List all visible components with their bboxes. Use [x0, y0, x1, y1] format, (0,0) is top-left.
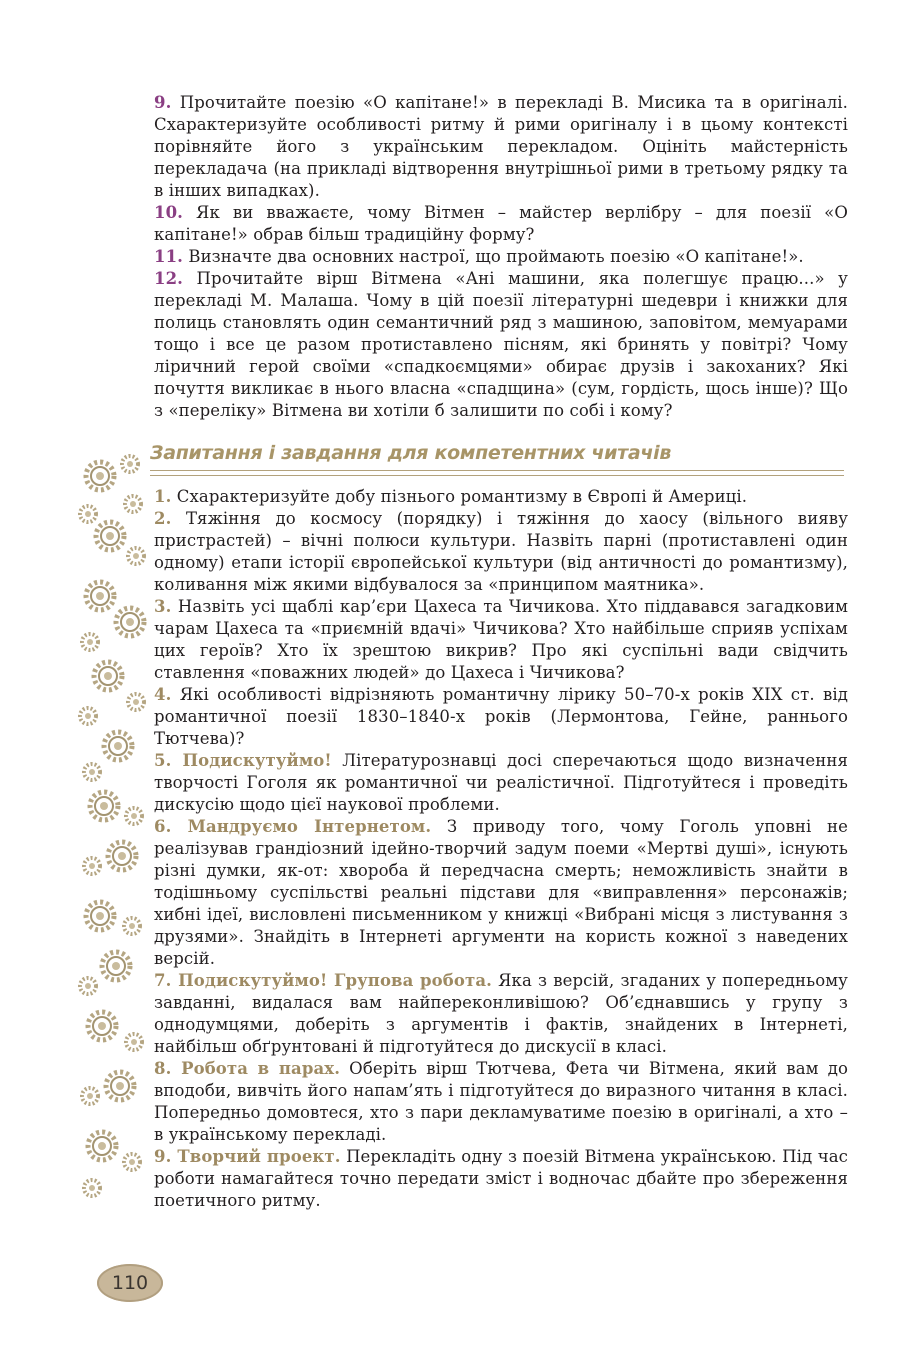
task-8: 8. Робота в парах. Оберіть вірш Тютчева, Фета чи Вітмена, який вам до вподоби, вивчіть його напам’ять і підготуйтеся до виразного читання в класі. Попередньо домовтеся, хто з пари декламуватиме поезію в оригіналі, а хто – в українському перекладі.: [154, 1059, 848, 1144]
task-4: 4. Які особливості відрізняють романтичну лірику 50–70-х років XIX ст. від романтичної поезії 1830–1840-х років (Лермонтова, Гейне, раннього Тютчева)?: [154, 685, 848, 748]
section-divider: [150, 470, 844, 476]
question-11: 11. Визначте два основних настрої, що проймають поезію «О капітане!».: [154, 247, 804, 266]
question-10: 10. Як ви вважаєте, чому Вітмен – майстер верлібру – для поезії «О капітане!» обрав більш традиційну форму?: [154, 203, 848, 244]
task-6: 6. Мандруємо Інтернетом. З приводу того, чому Гоголь уповні не реалізував грандіозний ідейно-творчий задум поеми «Мертві душі», існують різні думки, як-от: хвороба й передчасна смерть; неможливість знайти в тодішньому суспільстві реальні підстави для «виправлення» персонажів; хибні ідеї, висловлені письменником у книжці «Вибрані місця з листування з друзями». Знайдіть в Інтернеті аргументи на користь кожної з наведених версій.: [154, 817, 848, 968]
task-9: 9. Творчий проект. Перекладіть одну з поезій Вітмена українською. Під час роботи намагайтеся точно передати зміст і водночас дбайте про збереження поетичного ритму.: [154, 1147, 848, 1210]
task-5: 5. Подискутуймо! Літературознавці досі сперечаються щодо визначення творчості Гоголя як романтичної чи реалістичної. Підготуйтеся і проведіть дискусію щодо цієї наукової проблеми.: [154, 751, 848, 814]
task-7: 7. Подискутуймо! Групова робота. Яка з версій, згаданих у попередньому завданні, видалася вам найпереконливішою? Об’єднавшись у групу з однодумцями, доберіть з аргументів і фактів, знайдених в Інтернеті, найбільш обґрунтовані й підготуйтеся до дискусії в класі.: [154, 971, 848, 1056]
question-12: 12. Прочитайте вірш Вітмена «Ані машини, яка полегшує працю...» у перекладі М. Малаша. Чому в цій поезії літературні шедеври і книжки для полиць становлять один семантичний ряд з машиною, заповітом, мемуарами тощо і все це разом протиставлено пісням, які бринять у повітрі? Чому ліричний герой своїми «спадкоємцями» обирає друзів і закоханих? Які почуття викликає в нього власна «спадщина» (сум, гордість, щось інше)? Що з «переліку» Вітмена ви хотіли б залишити по собі і кому?: [154, 269, 848, 420]
top-questions: [154, 92, 848, 422]
gears-ornament-icon: [78, 446, 150, 1204]
task-2: 2. Тяжіння до космосу (порядку) і тяжіння до хаосу (вільного вияву пристрастей) – вічні полюси культури. Назвіть парні (протиставлені один одному) етапи історії європейської культури (від античності до романтизму), коливання між якими відбувалося за «принципом маятника».: [154, 509, 848, 594]
task-3: 3. Назвіть усі щаблі кар’єри Цахеса та Чичикова. Хто піддавався загадковим чарам Цахеса та «приємній вдачі» Чичикова? Хто найбільше сприяв успіхам цих героїв? Хто їх зрештою викрив? Про які суспільні вади свідчить ставлення «поважних людей» до Цахеса і Чичикова?: [154, 597, 848, 682]
section-title: Запитання і завдання для компетентних читачів: [150, 442, 672, 464]
task-1: 1. Схарактеризуйте добу пізнього романтизму в Європі й Америці.: [154, 487, 748, 506]
competent-readers-questions: [154, 486, 848, 1212]
page-number: 110: [97, 1264, 163, 1302]
question-9: 9. Прочитайте поезію «О капітане!» в перекладі В. Мисика та в оригіналі. Схарактеризуйте особливості ритму й рими оригіналу і в цьому контексті порівняйте його з українським перекладом. Оцініть майстерність перекладача (на прикладі відтворення внутрішньої рими в третьому рядку та в інших випадках).: [154, 93, 848, 200]
